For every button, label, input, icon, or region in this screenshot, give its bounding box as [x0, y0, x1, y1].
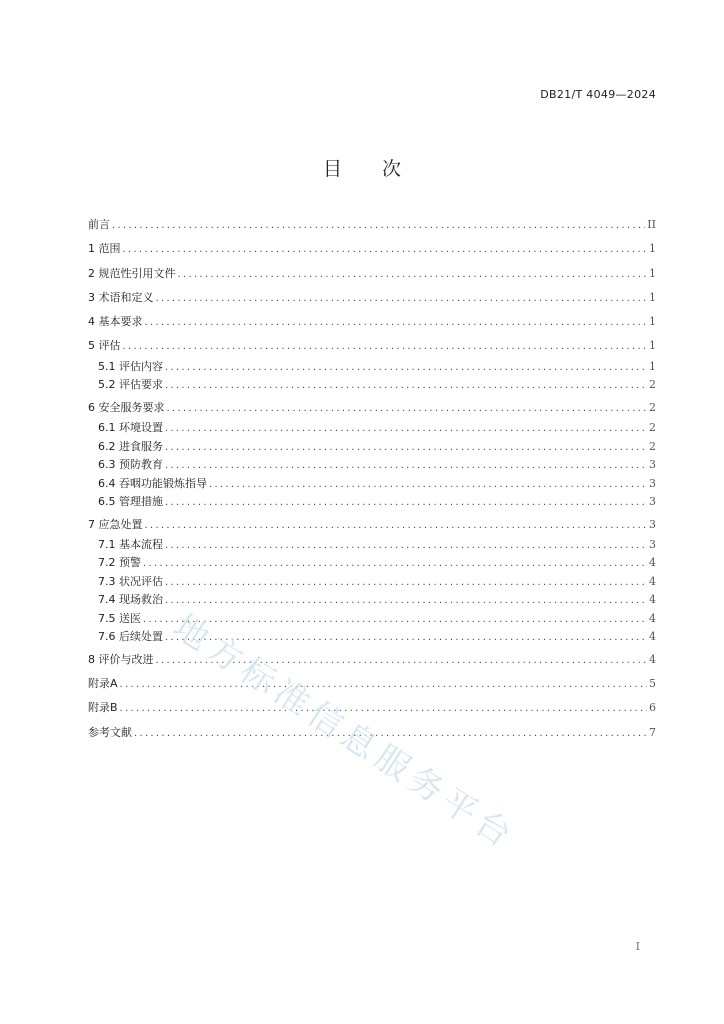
toc-entry-label: 8 评价与改进 — [88, 652, 154, 666]
toc-entry[interactable] — [88, 419, 656, 438]
toc-entry-page: 3 — [649, 476, 656, 490]
toc-entry-label: 6.3 预防教育 — [98, 458, 163, 472]
toc-entry-page: 3 — [649, 495, 656, 509]
toc-entry-page: 1 — [649, 290, 656, 304]
toc-entry-label: 6.5 管理措施 — [98, 495, 163, 509]
toc-entry[interactable] — [88, 358, 656, 377]
toc-entry-label: 附录A — [88, 677, 118, 691]
toc-leader-dots — [178, 269, 648, 280]
toc-entry-label: 5.1 评估内容 — [98, 359, 163, 373]
toc-entry[interactable] — [88, 651, 656, 675]
toc-entry-page: 3 — [649, 537, 656, 551]
toc-leader-dots — [165, 632, 647, 643]
toc-entry[interactable] — [88, 289, 656, 313]
toc-leader-dots — [134, 728, 647, 739]
toc-leader-dots — [156, 655, 648, 666]
toc-entry-label: 7.5 送医 — [98, 611, 141, 625]
toc-leader-dots — [123, 341, 648, 352]
toc-entry[interactable] — [88, 591, 656, 610]
toc-entry[interactable] — [88, 699, 656, 723]
toc-entry-page: 4 — [649, 574, 656, 588]
toc-entry-page: 5 — [649, 677, 656, 691]
toc-entry[interactable] — [88, 554, 656, 573]
toc-entry-page: 1 — [649, 266, 656, 280]
toc-entry-page: II — [647, 218, 656, 231]
toc-entry-page: 2 — [649, 439, 656, 453]
toc-entry[interactable] — [88, 536, 656, 555]
toc-entry[interactable] — [88, 313, 656, 337]
toc-entry[interactable] — [88, 628, 656, 647]
toc-leader-dots — [209, 479, 647, 490]
toc-leader-dots — [143, 614, 647, 625]
toc-entry[interactable] — [88, 475, 656, 494]
toc-leader-dots — [165, 497, 647, 508]
toc-entry-page: 3 — [649, 517, 656, 531]
toc-entry-label: 1 范围 — [88, 242, 121, 256]
footer-page-number: I — [635, 940, 640, 953]
toc-leader-dots — [165, 460, 647, 471]
toc-entry-label: 前言 — [88, 218, 110, 231]
table-of-contents — [88, 216, 656, 748]
toc-leader-dots — [165, 595, 647, 606]
standard-number: DB21/T 4049—2024 — [540, 88, 656, 101]
toc-entry[interactable] — [88, 265, 656, 289]
watermark: 地方标准信息服务平台 — [165, 606, 524, 859]
toc-entry-page: 6 — [649, 701, 656, 715]
toc-leader-dots — [120, 679, 647, 690]
toc-entry-page: 4 — [649, 556, 656, 570]
toc-leader-dots — [165, 362, 647, 373]
toc-leader-dots — [165, 380, 647, 391]
toc-entry[interactable] — [88, 376, 656, 395]
toc-entry-page: 4 — [649, 652, 656, 666]
toc-entry-page: 7 — [649, 725, 656, 739]
toc-leader-dots — [123, 244, 648, 255]
toc-entry-page: 2 — [649, 421, 656, 435]
toc-entry-label: 7 应急处置 — [88, 517, 143, 531]
toc-leader-dots — [112, 220, 645, 231]
toc-entry-page: 1 — [649, 339, 656, 353]
toc-leader-dots — [145, 520, 648, 531]
toc-leader-dots — [165, 577, 647, 588]
toc-entry[interactable] — [88, 240, 656, 264]
toc-entry-label: 7.2 预警 — [98, 556, 141, 570]
toc-entry[interactable] — [88, 456, 656, 475]
toc-entry-page: 1 — [649, 359, 656, 373]
toc-entry-label: 4 基本要求 — [88, 315, 143, 329]
toc-entry-page: 1 — [649, 242, 656, 256]
toc-entry-label: 7.4 现场救治 — [98, 593, 163, 607]
toc-entry-page: 2 — [649, 378, 656, 392]
toc-entry-label: 3 术语和定义 — [88, 290, 154, 304]
toc-entry-label: 参考文献 — [88, 725, 132, 739]
toc-entry-label: 5 评估 — [88, 339, 121, 353]
toc-entry-label: 5.2 评估要求 — [98, 378, 163, 392]
toc-leader-dots — [145, 317, 648, 328]
toc-entry-page: 4 — [649, 630, 656, 644]
toc-entry-page: 4 — [649, 593, 656, 607]
title-char-1: 目 — [322, 158, 342, 180]
title-char-2: 次 — [382, 158, 402, 180]
toc-leader-dots — [165, 540, 647, 551]
toc-leader-dots — [120, 703, 647, 714]
toc-entry-label: 7.3 状况评估 — [98, 574, 163, 588]
toc-leader-dots — [165, 442, 647, 453]
toc-entry[interactable] — [88, 610, 656, 629]
toc-entry-page: 4 — [649, 611, 656, 625]
toc-leader-dots — [156, 293, 648, 304]
toc-entry-page: 3 — [649, 458, 656, 472]
toc-entry-label: 6.1 环境设置 — [98, 421, 163, 435]
toc-entry-label: 6.4 吞咽功能锻炼指导 — [98, 476, 207, 490]
toc-entry[interactable] — [88, 675, 656, 699]
toc-entry-label: 6.2 进食服务 — [98, 439, 163, 453]
toc-entry[interactable] — [88, 493, 656, 512]
toc-entry[interactable] — [88, 438, 656, 457]
toc-entry-label: 附录B — [88, 701, 118, 715]
toc-entry[interactable] — [88, 573, 656, 592]
toc-entry-page: 1 — [649, 315, 656, 329]
toc-entry[interactable] — [88, 724, 656, 748]
toc-leader-dots — [143, 558, 647, 569]
page-title — [0, 154, 724, 181]
toc-entry-page: 2 — [649, 400, 656, 414]
toc-leader-dots — [165, 423, 647, 434]
toc-entry[interactable] — [88, 216, 656, 240]
toc-leader-dots — [167, 403, 648, 414]
toc-entry-label: 7.6 后续处置 — [98, 630, 163, 644]
toc-entry-label: 6 安全服务要求 — [88, 400, 165, 414]
toc-entry-label: 2 规范性引用文件 — [88, 266, 176, 280]
toc-entry-label: 7.1 基本流程 — [98, 537, 163, 551]
